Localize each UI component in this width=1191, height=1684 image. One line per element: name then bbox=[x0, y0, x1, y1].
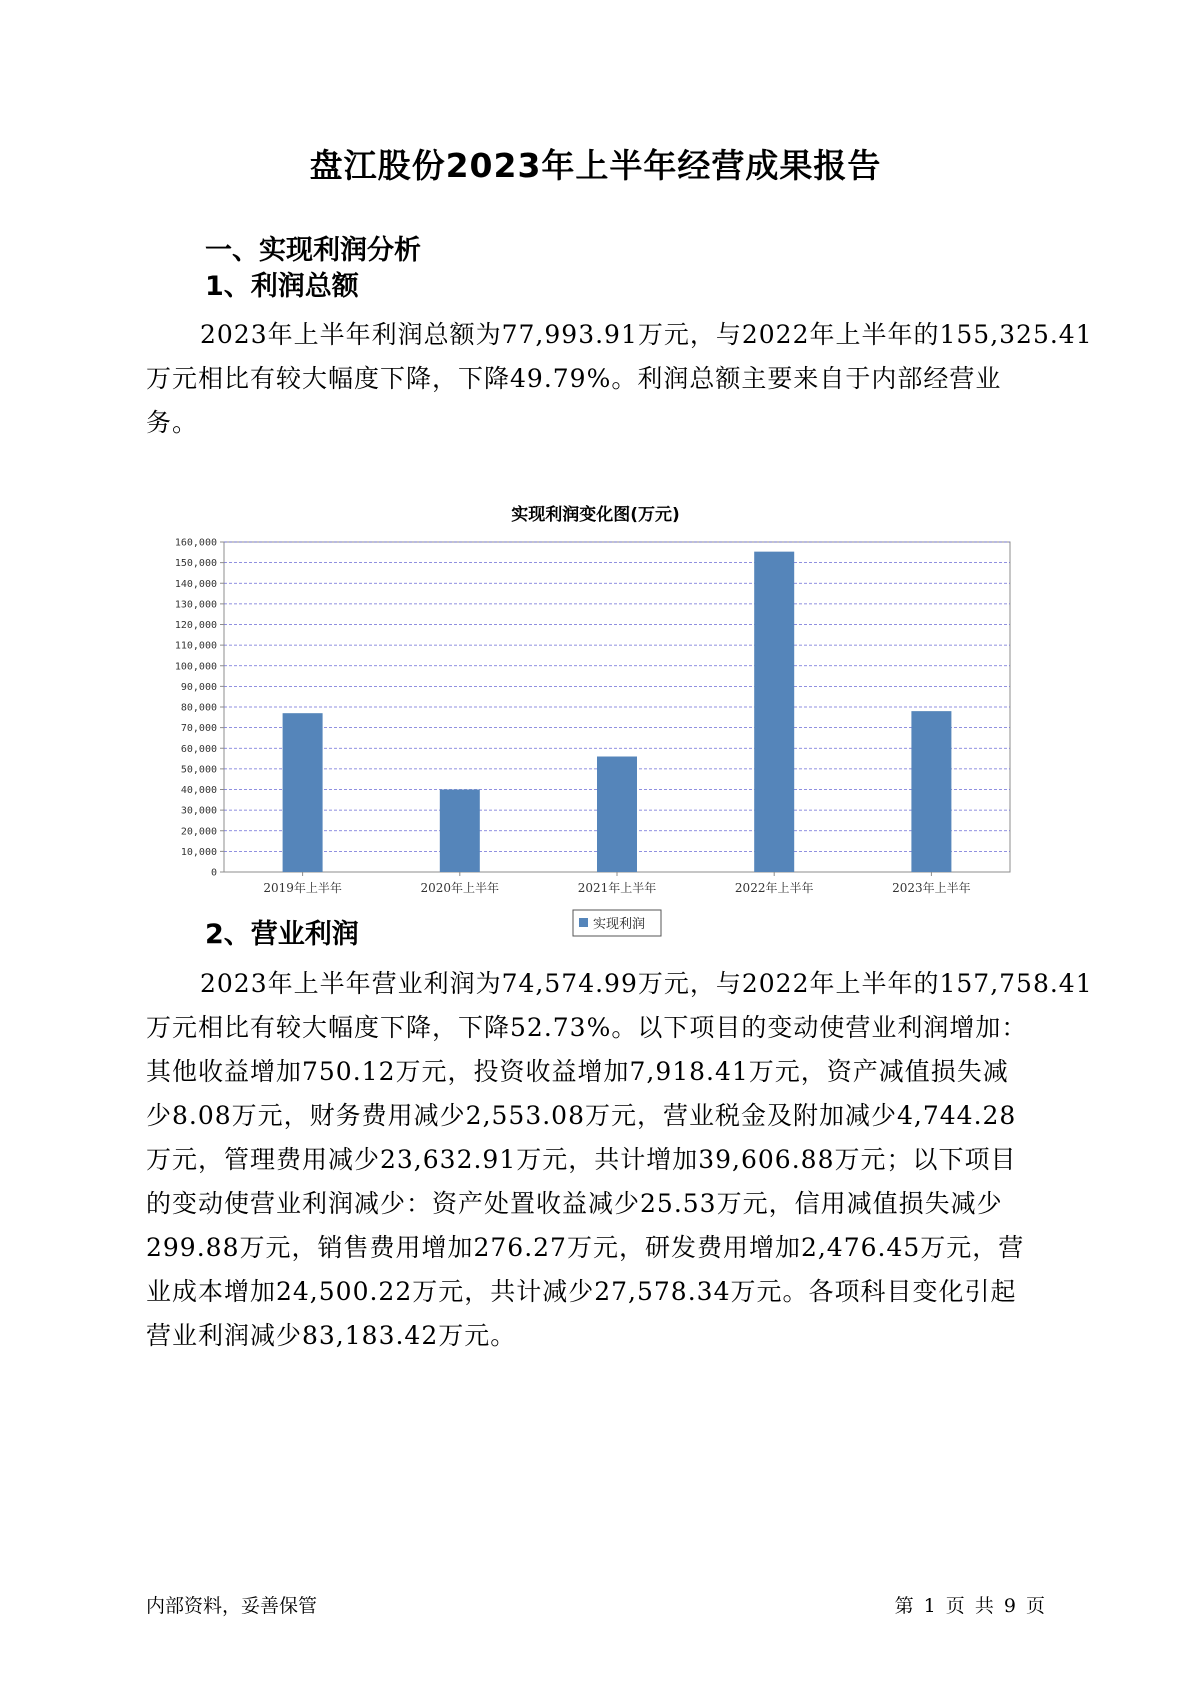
paragraph-line: 299.88万元，销售费用增加276.27万元，研发费用增加2,476.45万元，营 bbox=[146, 1233, 1025, 1262]
paragraph-total-profit bbox=[146, 313, 1093, 445]
x-tick-label: 2021年上半年 bbox=[577, 881, 657, 895]
footer-page-number: 第 1 页 共 9 页 bbox=[894, 1595, 1045, 1617]
profit-bar-chart bbox=[160, 532, 1020, 952]
y-tick-label: 0 bbox=[210, 867, 217, 879]
paragraph-line: 营业利润减少83,183.42万元。 bbox=[146, 1321, 517, 1350]
y-tick-label: 140,000 bbox=[174, 578, 217, 590]
paragraph-line: 万元相比有较大幅度下降，下降52.73%。以下项目的变动使营业利润增加： bbox=[146, 1013, 1028, 1042]
x-tick-label: 2023年上半年 bbox=[892, 881, 971, 895]
y-tick-label: 110,000 bbox=[174, 640, 217, 652]
subheading-operating-profit: 2、营业利润 bbox=[205, 919, 359, 950]
x-tick-label: 2019年上半年 bbox=[263, 881, 342, 895]
y-tick-label: 90,000 bbox=[180, 681, 217, 693]
y-tick-label: 80,000 bbox=[180, 702, 217, 714]
paragraph-line: 务。 bbox=[146, 408, 199, 437]
bar bbox=[597, 757, 637, 873]
paragraph-line: 万元，管理费用减少23,632.91万元，共计增加39,606.88万元；以下项目 bbox=[146, 1145, 1017, 1174]
y-tick-label: 60,000 bbox=[180, 743, 217, 755]
y-tick-label: 150,000 bbox=[174, 558, 217, 570]
subheading-total-profit: 1、利润总额 bbox=[205, 271, 359, 302]
y-tick-label: 130,000 bbox=[174, 599, 217, 611]
y-tick-label: 30,000 bbox=[180, 805, 217, 817]
paragraph-line: 2023年上半年利润总额为77,993.91万元，与2022年上半年的155,325.41 bbox=[200, 320, 1093, 349]
legend-swatch bbox=[579, 918, 588, 927]
paragraph-line: 少8.08万元，财务费用减少2,553.08万元，营业税金及附加减少4,744.28 bbox=[146, 1101, 1017, 1130]
bar bbox=[754, 552, 794, 872]
x-tick-label: 2022年上半年 bbox=[734, 881, 814, 895]
paragraph-operating-profit bbox=[146, 962, 1093, 1358]
y-tick-label: 40,000 bbox=[180, 785, 217, 796]
legend-label: 实现利润 bbox=[593, 917, 646, 932]
y-tick-label: 20,000 bbox=[180, 826, 217, 838]
y-tick-label: 160,000 bbox=[174, 537, 217, 549]
y-tick-label: 100,000 bbox=[174, 661, 217, 673]
paragraph-line: 其他收益增加750.12万元，投资收益增加7,918.41万元，资产减值损失减 bbox=[146, 1057, 1009, 1086]
paragraph-line: 万元相比有较大幅度下降，下降49.79%。利润总额主要来自于内部经营业 bbox=[146, 364, 1002, 393]
bar bbox=[440, 790, 480, 873]
document-title: 盘江股份2023年上半年经营成果报告 bbox=[309, 146, 882, 185]
paragraph-line: 的变动使营业利润减少：资产处置收益减少25.53万元，信用减值损失减少 bbox=[146, 1189, 1003, 1218]
paragraph-line: 业成本增加24,500.22万元，共计减少27,578.34万元。各项科目变化引起 bbox=[146, 1277, 1017, 1306]
footer-confidential-note: 内部资料，妥善保管 bbox=[146, 1595, 318, 1617]
section-heading-profit-analysis: 一、实现利润分析 bbox=[205, 235, 421, 266]
bar bbox=[283, 713, 323, 872]
chart-title: 实现利润变化图(万元) bbox=[511, 505, 680, 525]
y-tick-label: 120,000 bbox=[174, 620, 217, 631]
paragraph-line: 2023年上半年营业利润为74,574.99万元，与2022年上半年的157,758.41 bbox=[200, 969, 1093, 998]
x-tick-label: 2020年上半年 bbox=[420, 881, 500, 895]
y-tick-label: 10,000 bbox=[180, 846, 217, 858]
y-tick-label: 70,000 bbox=[180, 723, 217, 735]
bar bbox=[911, 711, 951, 872]
y-tick-label: 50,000 bbox=[180, 764, 217, 776]
